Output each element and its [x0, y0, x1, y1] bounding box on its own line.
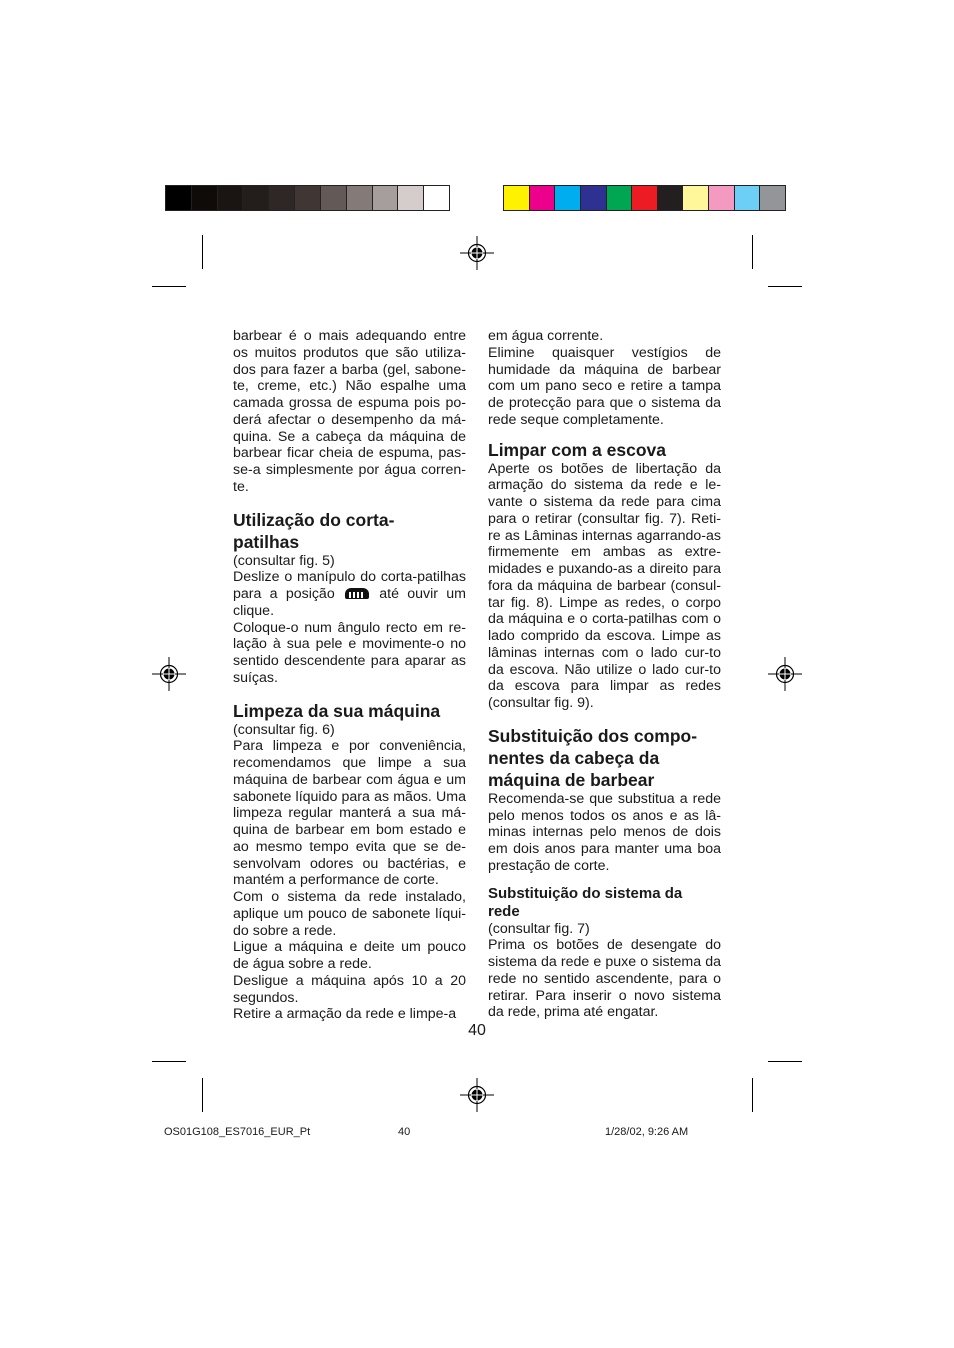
heading-line: Substituição do sistema da — [488, 884, 683, 902]
slug-filename: OS01G108_ES7016_EUR_Pt — [164, 1126, 311, 1138]
gray-calibration-bar — [165, 185, 450, 211]
section-heading-brush: Limpar com a escova — [488, 439, 666, 460]
color-swatch — [166, 186, 192, 210]
crop-mark-top-right — [752, 235, 753, 269]
heading-line: máquina de barbear — [488, 769, 655, 790]
slug-timestamp: 1/28/02, 9:26 AM — [605, 1126, 689, 1138]
body-paragraph: Para limpeza e por conveniência, recomendamos que limpe a sua máquina de barbear com água e um sabonete líquido para as mãos. Uma limpeza regular manterá a sua má-quina de barbear em bom estado e ao mesmo tempo evita que se de-senvolvam odores ou bactérias, e mantém a performance de corte. — [233, 738, 466, 889]
color-swatch — [269, 186, 295, 210]
crop-mark-bottom-right — [752, 1078, 753, 1112]
registration-mark-icon — [460, 1078, 494, 1112]
color-swatch — [321, 186, 347, 210]
color-swatch — [295, 186, 321, 210]
body-paragraph: Recomenda-se que substitua a rede pelo menos todos os anos e as lâ-minas internas pelo menos de dois em dois anos para manter uma boa prestação de corte. — [488, 790, 721, 874]
color-swatch — [632, 186, 658, 210]
registration-mark-icon — [768, 657, 802, 691]
left-text-column — [233, 328, 466, 1023]
right-text-column — [488, 328, 721, 1021]
section-heading-cleaning: Limpeza da sua máquina — [233, 700, 441, 721]
heading-line: Substituição dos compo- — [488, 725, 698, 746]
crop-mark-top-left — [152, 286, 186, 287]
body-paragraph: Elimine quaisquer vestígios de humidade da máquina de barbear com um pano seco e retire a tampa de protecção para que o sistema da rede seque completamente. — [488, 344, 721, 428]
heading-line: nentes da cabeça da — [488, 747, 660, 768]
color-swatch — [658, 186, 684, 210]
color-swatch — [607, 186, 633, 210]
body-paragraph: Com o sistema da rede instalado, aplique um pouco de sabonete líqui-do sobre a rede. — [233, 889, 466, 939]
body-paragraph: Desligue a máquina após 10 a 20 segundos. — [233, 972, 466, 1006]
color-swatch — [735, 186, 761, 210]
color-swatch — [243, 186, 269, 210]
paragraph-text: até ouvir um clique. — [233, 586, 466, 619]
crop-mark-top-left — [202, 235, 203, 269]
color-swatch — [530, 186, 556, 210]
heading-line: patilhas — [233, 531, 300, 552]
body-paragraph — [233, 569, 466, 619]
body-paragraph: Prima os botões de desengate do sistema da rede e puxe o sistema da rede no sentido ascendente, para o retirar. Para inserir o novo sistema da rede, prima até engatar. — [488, 937, 721, 1021]
color-swatch — [192, 186, 218, 210]
body-paragraph: Coloque-o num ângulo recto em re-lação à sua pele e movimente-o no sentido descendente para aparar as suíças. — [233, 619, 466, 686]
color-swatch — [760, 186, 785, 210]
color-swatch — [373, 186, 399, 210]
crop-mark-bottom-left — [202, 1078, 203, 1112]
registration-mark-icon — [152, 657, 186, 691]
slug-page-number: 40 — [398, 1126, 411, 1138]
heading-line: Utilização do corta- — [233, 509, 395, 530]
section-heading-trimmer — [233, 509, 466, 553]
figure-reference: (consultar fig. 7) — [488, 920, 590, 937]
color-swatch — [347, 186, 373, 210]
crop-mark-bottom-right — [768, 1061, 802, 1062]
color-calibration-bar — [503, 185, 786, 211]
color-swatch — [683, 186, 709, 210]
color-swatch — [424, 186, 449, 210]
body-paragraph: Retire a armação da rede e limpe-a — [233, 1006, 457, 1023]
body-paragraph: Aperte os botões de libertação da armação do sistema da rede e le-vante o sistema da rede para cima para o retirar (consultar fig. 7). Reti-re as Lâminas internas agarrando-as firmemente em ambas as extre-midades e puxando-as a direito para fora da máquina de barbear (consul-tar fig. 8). Limpe as redes, o corpo da máquina e o corta-patilhas com o lado comprido da escova. Limpe as lâminas internas com o lado cur-to da escova. Não utilize o lado cur-to da escova para limpar as redes (consultar fig. 9). — [488, 460, 721, 711]
figure-reference: (consultar fig. 5) — [233, 552, 335, 569]
section-heading-replacement — [488, 725, 721, 791]
body-paragraph: Ligue a máquina e deite um pouco de água sobre a rede. — [233, 939, 466, 972]
color-swatch — [555, 186, 581, 210]
page-number: 40 — [468, 1022, 486, 1039]
paragraph-text: Deslize o manípulo do corta-patilhas para a posição — [233, 569, 466, 602]
trimmer-icon — [345, 588, 369, 599]
heading-line: rede — [488, 902, 520, 920]
color-swatch — [218, 186, 244, 210]
body-paragraph: barbear é o mais adequando entre os muitos produtos que são utiliza-dos para fazer a barba (gel, sabone-te, creme, etc.) Não espalhe uma camada grossa de espuma pois po-derá afectar o desempenho da má-quina. Se a cabeça da máquina de barbear ficar cheia de espuma, pas-se-a simplesmente por água corren-te. — [233, 328, 466, 495]
registration-mark-icon — [460, 236, 494, 270]
color-swatch — [581, 186, 607, 210]
color-swatch — [709, 186, 735, 210]
crop-mark-bottom-left — [152, 1061, 186, 1062]
subsection-heading-foil — [488, 885, 721, 921]
figure-reference: (consultar fig. 6) — [233, 721, 335, 738]
color-swatch — [398, 186, 424, 210]
body-paragraph: em água corrente. — [488, 328, 604, 344]
crop-mark-top-right — [768, 286, 802, 287]
color-swatch — [504, 186, 530, 210]
